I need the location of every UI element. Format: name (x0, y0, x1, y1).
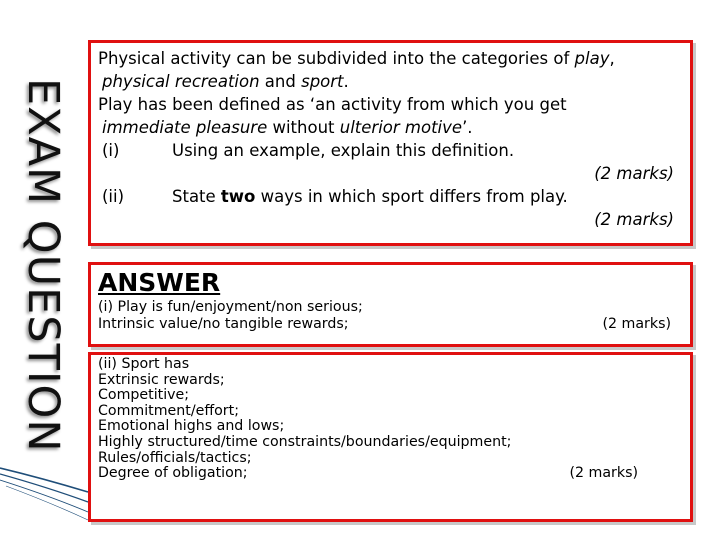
question-part-i-marks: (2 marks) (594, 164, 674, 183)
answer-part-ii-line: Commitment/effort; (98, 402, 239, 419)
answer-part-i-line-2: Intrinsic value/no tangible rewards; (2 marks) (98, 316, 674, 333)
question-line-1: Physical activity can be subdivided into the categories of play, (98, 49, 615, 68)
answer-panel (88, 262, 693, 347)
answer-part-ii-line: Rules/officials/tactics; (98, 449, 252, 466)
question-part-ii-marks: (2 marks) (594, 210, 674, 229)
question-line-4: immediate pleasure without ulterior motive’. (102, 118, 473, 137)
question-part-i: (i) Using an example, explain this definition. (102, 141, 515, 160)
answer-heading: ANSWER (98, 268, 221, 297)
answer-part-ii-line: (ii) Sport has (98, 356, 190, 372)
answer-part-ii-line: Competitive; (98, 387, 190, 404)
answer-part-ii-panel (88, 352, 693, 522)
answer-part-ii-line: Highly structured/time constraints/boundaries/equipment; (98, 433, 512, 450)
answer-part-i-marks: (2 marks) (602, 316, 671, 332)
question-panel (88, 40, 693, 246)
answer-part-ii-marks: (2 marks) (569, 465, 638, 482)
answer-part-ii-line: Extrinsic rewards; (98, 371, 225, 388)
answer-part-i-line-1: (i) Play is fun/enjoyment/non serious; (98, 299, 363, 315)
answer-part-ii-last-line: Degree of obligation; (2 marks) (98, 465, 638, 482)
answer-part-ii-line: Emotional highs and lows; (98, 418, 285, 435)
question-line-3: Play has been defined as ‘an activity from which you get (98, 95, 567, 114)
answer-part-i (98, 299, 674, 333)
question-part-ii: (ii) State two ways in which sport differs from play. (102, 187, 568, 206)
side-title (12, 50, 74, 480)
side-title-text: EXAM QUESTION (18, 77, 68, 453)
question-line-2: physical recreation and sport. (102, 72, 349, 91)
